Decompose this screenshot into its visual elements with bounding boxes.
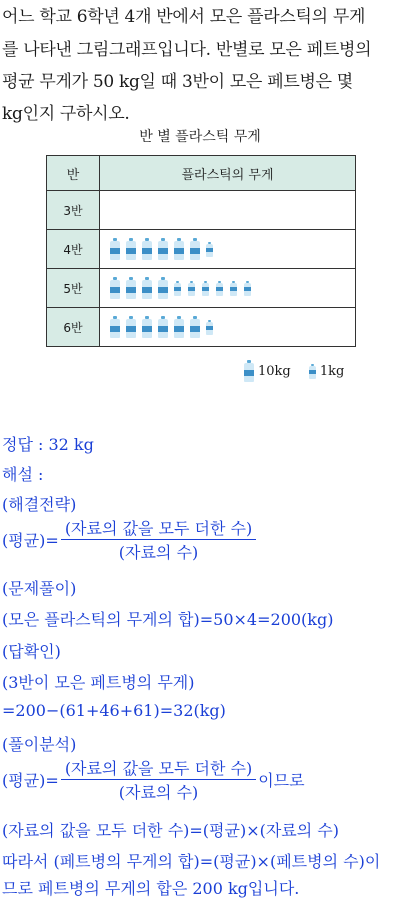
big-bottle-icon — [142, 238, 152, 260]
class3-label: (3반이 모은 페트병의 무게) — [2, 673, 195, 692]
conclusion-line: 따라서 (페트병의 무게의 합)=(평균)×(페트병의 수)이 — [2, 852, 381, 871]
big-bottle-icon — [126, 316, 136, 338]
row-label: 5반 — [47, 269, 100, 308]
average-formula-2 — [2, 756, 305, 803]
fraction — [61, 756, 256, 803]
big-bottle-icon — [158, 238, 168, 260]
big-bottle-icon — [126, 238, 136, 260]
big-bottle-icon — [110, 238, 120, 260]
check-label: (답확인) — [2, 642, 61, 661]
average-formula — [2, 516, 258, 563]
answer-line: 정답 : 32 kg — [2, 435, 94, 454]
avg-label: (평균)= — [2, 531, 59, 550]
total-line: (모은 플라스틱의 무게의 합)=50×4=200(kg) — [2, 610, 334, 629]
problem-line: 를 나타낸 그림그래프입니다. 반별로 모은 페트병의 — [2, 40, 372, 60]
big-bottle-icon — [190, 238, 200, 260]
big-bottle-icon — [158, 277, 168, 299]
fraction-numerator: (자료의 값을 모두 더한 수) — [61, 756, 256, 780]
big-bottle-icon — [158, 316, 168, 338]
header-weight: 플라스틱의 무게 — [100, 156, 356, 191]
problem-line: 어느 학교 6학년 4개 반에서 모은 플라스틱의 무게 — [2, 7, 366, 27]
small-bottle-icon — [206, 242, 213, 257]
small-bottle-icon — [216, 281, 223, 296]
small-bottle-icon — [309, 364, 316, 379]
legend-big-label: 10kg — [258, 363, 291, 379]
problem-line: kg인지 구하시오. — [2, 104, 130, 124]
fraction-numerator: (자료의 값을 모두 더한 수) — [61, 516, 256, 540]
big-bottle-icon — [126, 277, 136, 299]
row-label: 6반 — [47, 308, 100, 347]
row-bottles — [100, 191, 356, 230]
sum-line: (자료의 값을 모두 더한 수)=(평균)×(자료의 수) — [2, 821, 339, 840]
small-bottle-icon — [202, 281, 209, 296]
small-bottle-icon — [230, 281, 237, 296]
solve-label: (문제풀이) — [2, 579, 77, 598]
suffix: 이므로 — [258, 771, 305, 790]
big-bottle-icon — [142, 316, 152, 338]
explain-label: 해설 : — [2, 465, 44, 484]
legend-small-label: 1kg — [319, 363, 345, 379]
analysis-label: (풀이분석) — [2, 735, 77, 754]
big-bottle-icon — [110, 277, 120, 299]
header-class: 반 — [47, 156, 100, 191]
small-bottle-icon — [174, 281, 181, 296]
fraction-denominator: (자료의 수) — [118, 543, 199, 562]
row-bottles — [100, 308, 356, 347]
legend — [244, 360, 358, 382]
big-bottle-icon — [142, 277, 152, 299]
row-bottles — [100, 269, 356, 308]
big-bottle-icon — [244, 360, 254, 382]
chart-title: 반 별 플라스틱 무게 — [139, 129, 261, 145]
small-bottle-icon — [188, 281, 195, 296]
problem-line: 평균 무게가 50 kg일 때 3반이 모은 페트병은 몇 — [2, 72, 353, 92]
row-label: 4반 — [47, 230, 100, 269]
big-bottle-icon — [190, 316, 200, 338]
row-label: 3반 — [47, 191, 100, 230]
big-bottle-icon — [110, 316, 120, 338]
small-bottle-icon — [244, 281, 251, 296]
big-bottle-icon — [174, 238, 184, 260]
big-bottle-icon — [174, 316, 184, 338]
row-bottles — [100, 230, 356, 269]
pictograph-table — [46, 155, 356, 347]
conclusion-line: 므로 페트병의 무게의 합은 200 kg입니다. — [2, 879, 300, 898]
strategy-label: (해결전략) — [2, 495, 77, 514]
fraction — [61, 516, 256, 563]
avg-label: (평균)= — [2, 771, 59, 790]
fraction-denominator: (자료의 수) — [118, 783, 199, 802]
class3-calc: =200−(61+46+61)=32(kg) — [2, 701, 226, 720]
small-bottle-icon — [206, 320, 213, 335]
